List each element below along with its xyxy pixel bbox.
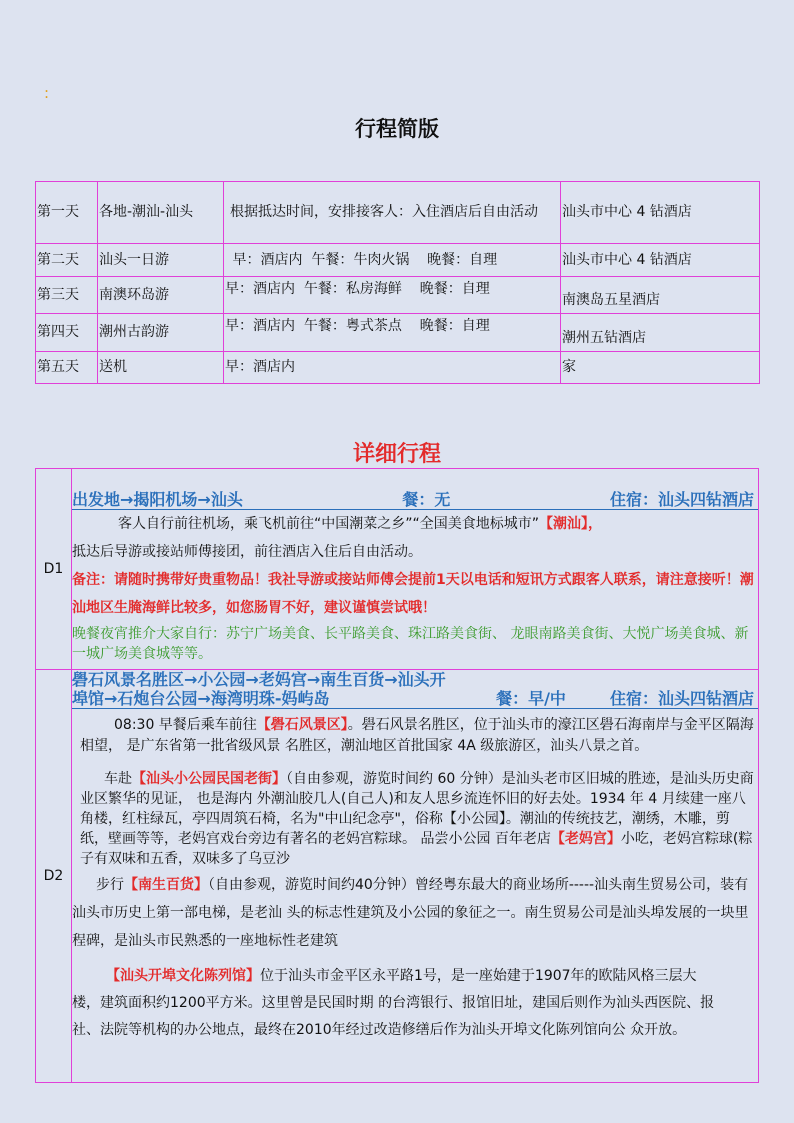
hotel-cell: 家 [561,352,760,384]
day2-highlight: 【老妈宫】 [550,831,621,847]
brief-title: 行程简版 [355,117,439,141]
day1-meal: 餐：无 [402,490,451,509]
detail-title: 详细行程 [352,442,441,467]
detail-itinerary-table [35,468,759,1083]
day2-paragraph [72,715,758,757]
day2-header-line [72,670,758,709]
table-row [36,352,760,384]
day2-paragraph [72,769,758,869]
day1-paragraph [72,510,758,538]
route-cell: 各地-潮汕-汕头 [98,182,224,244]
day2-content [72,670,759,1083]
hotel-cell: 汕头市中心 4 钻酒店 [561,182,760,244]
plan-cell: 早：酒店内 午餐：私房海鲜 晚餐：自理 [224,277,561,314]
stray-colon: : [44,84,50,102]
day2-text: （自由参观，游览时间约 60 分钟）是汕头老市区旧城的胜迹，是汕头历史商业区繁华的见证， 也是海内 外潮汕胶几人(自己人)和友人思乡流连怀旧的好去处。1934 年 4 月续建一座八角楼，红柱绿瓦，亭四周筑石椅，名为"中山纪念亭"，俗称【小公园】。潮汕的传统技艺，潮绣，木雕，剪纸，壁画等等，老妈宫戏台旁边有著名的老妈宫粽球。 品尝小公园 百年老店 [80,771,754,847]
day2-text: 车赴 [104,771,132,787]
table-row [36,182,760,244]
hotel-cell: 南澳岛五星酒店 [561,277,760,314]
day2-highlight: 【南生百货】 [124,877,208,893]
day2-route: 礐石风景名胜区→小公园→老妈宫→南生百货→汕头开埠馆→石炮台公园→海湾明珠-妈屿岛 [72,670,446,708]
day1-arrival: 抵达后导游或接站师傅接团，前往酒店入住后自由活动。 [72,544,422,560]
brief-itinerary-table [35,181,760,384]
route-cell: 送机 [98,352,224,384]
day2-text: 08:30 早餐后乘车前往 [114,717,257,733]
hotel-cell: 潮州五钻酒店 [561,314,760,352]
day2-text: 小吃，老妈宫粽球(粽子有双味和五香，双味多了乌豆沙 [80,831,753,867]
day2-header [72,670,758,709]
route-cell: 潮州古韵游 [98,314,224,352]
day-cell: 第四天 [36,314,98,352]
plan-cell: 早：酒店内 午餐：粤式茶点 晚餐：自理 [224,314,561,352]
plan-cell: 早：酒店内 午餐：牛肉火锅 晚餐：自理 [224,244,561,277]
day1-notice: 备注：请随时携带好贵重物品！我社导游或接站师傅会提前1天以电话和短讯方式跟客人联系，请注意接听！潮汕地区生腌海鲜比较多，如您肠胃不好，建议谨慎尝试哦！ [72,572,754,616]
day-cell: 第一天 [36,182,98,244]
day2-paragraph [72,871,758,955]
day2-highlight: 【礐石风景区】 [256,717,348,733]
table-row [36,277,760,314]
route-cell: 南澳环岛游 [98,277,224,314]
day-cell: 第二天 [36,244,98,277]
table-row [36,314,760,352]
day2-highlight: 【汕头开埠文化陈列馆】 [106,968,260,984]
day-label: D2 [36,670,72,1083]
day1-row [36,469,759,670]
plan-cell: 早：酒店内 [224,352,561,384]
day1-route: 出发地→揭阳机场→汕头 [72,490,243,509]
day2-row [36,670,759,1083]
day2-text: 位于汕头市金平区永平路1号，是一座始建于1907年的欧陆风格三层大楼，建筑面积约1200平方米。这里曾是民国时期 的台湾银行、报馆旧址，建国后则作为汕头西医院、报社、法院等机构的办公地点，最终在2010年经过改造修缮后作为汕头开埠文化陈列馆向公 众开放。 [72,968,715,1038]
day1-text: 客人自行前往机场，乘飞机前往“中国潮菜之乡”“全国美食地标城市” [118,516,540,532]
day2-text: 步行 [96,877,124,893]
day2-text: （自由参观，游览时间约40分钟）曾经粤东最大的商业场所-----汕头南生贸易公司，装有汕头市历史上第一部电梯，是老汕 头的标志性建筑及小公园的象征之一。南生贸易公司是汕头埠发展的一块里程碑，是汕头市民熟悉的一座地标性老建筑 [72,877,749,949]
day1-header [72,490,758,510]
table-row [36,244,760,277]
day2-paragraph [72,963,758,1044]
hotel-cell: 汕头市中心 4 钻酒店 [561,244,760,277]
day-cell: 第三天 [36,277,98,314]
day1-highlight: 【潮汕】， [539,516,603,532]
day2-stay: 住宿：汕头四钻酒店 [609,689,754,708]
route-cell: 汕头一日游 [98,244,224,277]
day2-highlight: 【汕头小公园民国老街】 [132,771,286,787]
day-label: D1 [36,469,72,670]
day1-content [72,469,759,670]
day2-meal: 餐：早/中 [496,689,566,708]
day1-stay: 住宿：汕头四钻酒店 [609,490,754,509]
day1-food-tips: 晚餐夜宵推介大家自行：苏宁广场美食、长平路美食、珠江路美食街、 龙眼南路美食街、大悦广场美食城、新一城广场美食城等等。 [72,626,749,662]
day2-text: 。礐石风景名胜区，位于汕头市的濠江区礐石海南岸与金平区隔海相望， 是广东省第一批省级风景 名胜区，潮汕地区首批国家 4A 级旅游区，汕头八景之首。 [80,717,754,754]
day-cell: 第五天 [36,352,98,384]
plan-cell: 根据抵达时间，安排接客人：入住酒店后自由活动 [224,182,561,244]
